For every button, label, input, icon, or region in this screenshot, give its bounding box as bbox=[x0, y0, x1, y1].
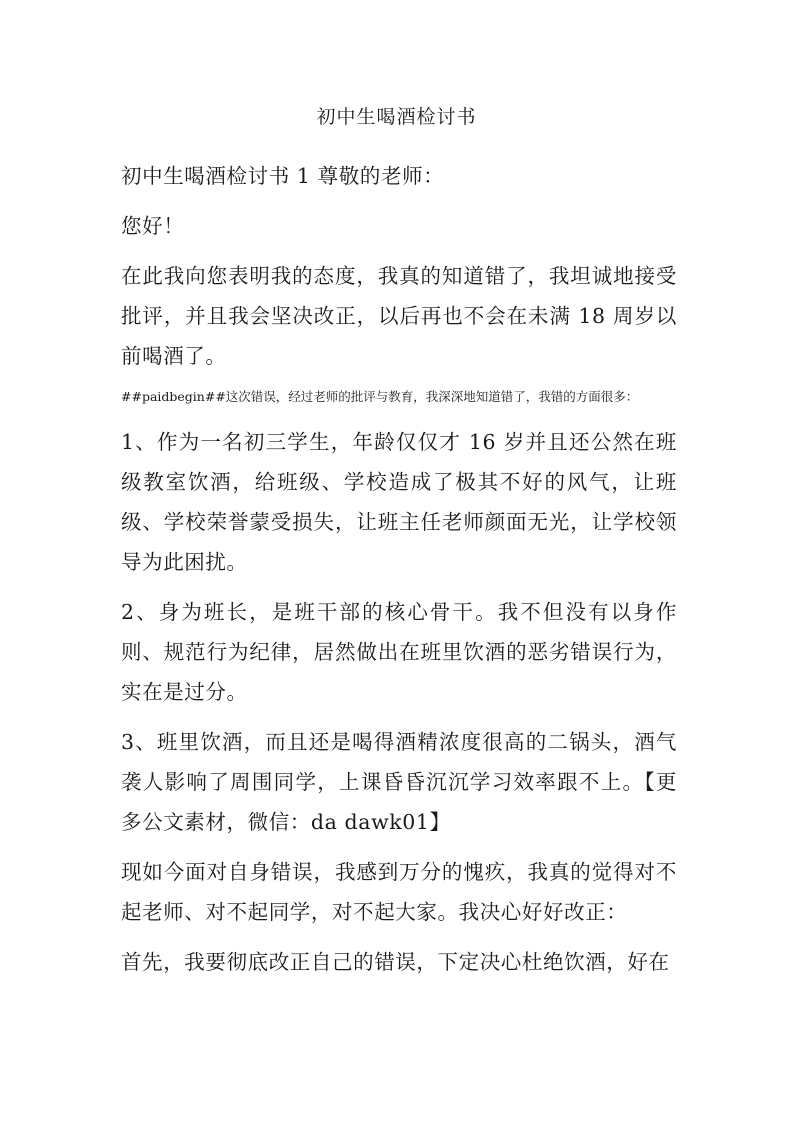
resolve-paragraph: 现如今面对自身错误，我感到万分的愧疚，我真的觉得对不起老师、对不起同学，对不起大家。我决心好好改正： bbox=[121, 860, 677, 924]
statement-paragraph: 在此我向您表明我的态度，我真的知道错了，我坦诚地接受批评，并且我会坚决改正，以后再也不会在未满 18 周岁以前喝酒了。 bbox=[121, 264, 677, 368]
salutation-paragraph: 初中生喝酒检讨书 1 尊敬的老师： bbox=[121, 164, 445, 188]
greeting-paragraph: 您好！ bbox=[121, 214, 185, 238]
document-body bbox=[121, 156, 677, 982]
error-item-3: 3、班里饮酒，而且还是喝得酒精浓度很高的二锅头，酒气袭人影响了周围同学，上课昏昏沉沉学习效率跟不上。【更多公文素材，微信：da dawk01】 bbox=[121, 730, 677, 834]
error-item-1: 1、作为一名初三学生，年龄仅仅才 16 岁并且还公然在班级教室饮酒，给班级、学校造成了极其不好的风气，让班级、学校荣誉蒙受损失，让班主任老师颜面无光，让学校领导为此困扰。 bbox=[121, 430, 677, 574]
paid-note-paragraph: ##paidbegin##这次错误，经过老师的批评与教育，我深深地知道错了，我错的方面很多： bbox=[121, 389, 639, 404]
document-title: 初中生喝酒检讨书 bbox=[316, 106, 477, 128]
first-step-paragraph: 首先，我要彻底改正自己的错误，下定决心杜绝饮酒，好在 bbox=[121, 950, 670, 974]
error-item-2: 2、身为班长，是班干部的核心骨干。我不但没有以身作则、规范行为纪律，居然做出在班里饮酒的恶劣错误行为，实在是过分。 bbox=[121, 600, 677, 704]
